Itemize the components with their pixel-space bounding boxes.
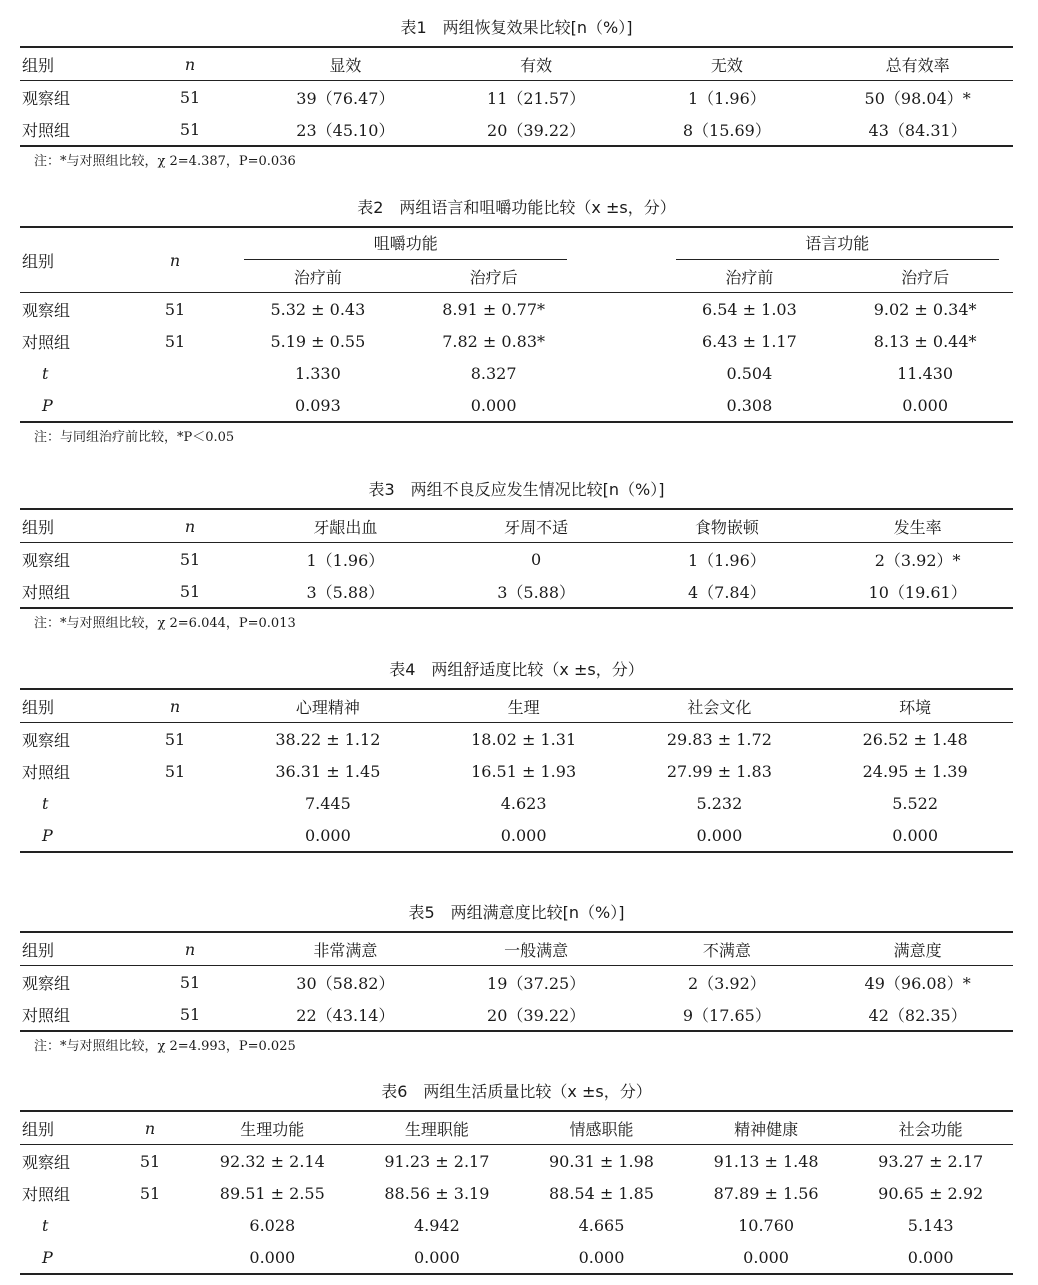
- cell: 51: [179, 972, 201, 992]
- cell: [110, 1241, 190, 1274]
- col-header: 组别: [20, 1111, 110, 1145]
- table-row: [20, 113, 1013, 146]
- cell: 20（39.22）: [441, 113, 632, 146]
- cell: 0.000: [622, 819, 818, 852]
- table-3: [20, 508, 1013, 609]
- cell: 0.000: [426, 819, 622, 852]
- col-header: 有效: [441, 47, 632, 81]
- cell: 0.000: [519, 1241, 684, 1274]
- col-header: 心理精神: [230, 689, 426, 723]
- cell: 39（76.47）: [296, 88, 395, 108]
- col-header: 精神健康: [684, 1111, 849, 1145]
- cell: 29.83 ± 1.72: [666, 729, 772, 749]
- cell: 5.522: [892, 793, 939, 813]
- cell: 22（43.14）: [250, 998, 441, 1031]
- cell: [120, 389, 230, 422]
- cell: 90.31 ± 1.98: [548, 1151, 654, 1171]
- cell: 0.093: [230, 389, 406, 422]
- cell: 7.445: [304, 793, 351, 813]
- cell: P: [20, 819, 120, 852]
- table-row: [20, 81, 1013, 114]
- cell: P: [20, 389, 120, 422]
- cell: 5.232: [696, 793, 743, 813]
- spacer: [582, 260, 662, 293]
- cell: 90.65 ± 2.92: [878, 1183, 984, 1203]
- table-row: [20, 1241, 1013, 1274]
- cell: 0.504: [726, 363, 773, 383]
- cell: 92.32 ± 2.14: [219, 1151, 325, 1171]
- cell: 36.31 ± 1.45: [275, 761, 381, 781]
- cell: 观察组: [22, 730, 71, 750]
- col-header: 非常满意: [250, 932, 441, 966]
- cell: 6.43 ± 1.17: [701, 331, 797, 351]
- table-note: 注：*与对照组比较，χ 2=6.044，P=0.013: [34, 616, 296, 631]
- table-caption: 表3 两组不良反应发生情况比较[n（%）]: [368, 480, 665, 499]
- cell: 7.82 ± 0.83*: [442, 331, 546, 351]
- cell: 8.91 ± 0.77*: [442, 299, 546, 319]
- col-header: n: [130, 47, 250, 81]
- cell: t: [42, 363, 49, 383]
- cell: 27.99 ± 1.83: [666, 761, 772, 781]
- cell: 42（82.35）: [822, 998, 1013, 1031]
- col-header: 总有效率: [822, 47, 1013, 81]
- cell: [120, 357, 230, 389]
- spacer: [582, 357, 662, 389]
- table-row: [20, 966, 1013, 999]
- cell: 9.02 ± 0.34*: [873, 299, 977, 319]
- col-header: 组别: [20, 47, 130, 81]
- col-header: 发生率: [822, 509, 1013, 543]
- cell: 5.143: [907, 1215, 954, 1235]
- table-3-block: [20, 472, 1013, 639]
- cell: 0.000: [848, 1241, 1013, 1274]
- cell: 6.028: [249, 1215, 296, 1235]
- cell: 91.13 ± 1.48: [713, 1151, 819, 1171]
- cell: 4.623: [500, 793, 547, 813]
- table-6: [20, 1110, 1013, 1275]
- cell: P: [20, 1241, 110, 1274]
- cell: 对照组: [22, 762, 71, 782]
- cell: 0.000: [406, 389, 582, 422]
- cell: t: [42, 793, 49, 813]
- cell: 1.330: [294, 363, 341, 383]
- cell: 10（19.61）: [822, 575, 1013, 608]
- cell: 89.51 ± 2.55: [219, 1183, 325, 1203]
- sub-header: 治疗后: [406, 260, 582, 293]
- cell: 38.22 ± 1.12: [275, 729, 381, 749]
- cell: 对照组: [22, 332, 71, 352]
- cell: 91.23 ± 2.17: [384, 1151, 490, 1171]
- col-header: n: [130, 932, 250, 966]
- cell: 4.942: [413, 1215, 460, 1235]
- cell: 0: [531, 549, 542, 569]
- cell: 88.54 ± 1.85: [548, 1183, 654, 1203]
- cell: 88.56 ± 3.19: [384, 1183, 490, 1203]
- col-header: n: [120, 689, 230, 723]
- col-header: 满意度: [822, 932, 1013, 966]
- cell: 对照组: [20, 998, 130, 1031]
- group-header-label: 语言功能: [676, 229, 999, 260]
- table-note: 注：*与对照组比较，χ 2=4.387，P=0.036: [34, 154, 296, 169]
- col-header: 组别: [20, 932, 130, 966]
- cell: [110, 1209, 190, 1241]
- cell: 23（45.10）: [250, 113, 441, 146]
- table-caption: 表6 两组生活质量比较（x ±s，分）: [381, 1082, 652, 1101]
- group-header-label: 咀嚼功能: [244, 229, 567, 260]
- table-row: [20, 998, 1013, 1031]
- cell: 11.430: [897, 363, 954, 383]
- col-header: 生理: [426, 689, 622, 723]
- cell: 0.000: [817, 819, 1013, 852]
- table-caption: 表5 两组满意度比较[n（%）]: [408, 903, 625, 922]
- table-4-block: [20, 652, 1013, 853]
- table-row: [20, 575, 1013, 608]
- cell: 26.52 ± 1.48: [862, 729, 968, 749]
- cell: 8（15.69）: [632, 113, 823, 146]
- table-note: 注：与同组治疗前比较，*P＜0.05: [34, 430, 235, 445]
- cell: 51: [179, 87, 201, 107]
- col-header: 生理职能: [355, 1111, 520, 1145]
- cell: 1（1.96）: [687, 88, 766, 108]
- table-6-block: [20, 1074, 1013, 1275]
- cell: 51: [164, 729, 186, 749]
- cell: 0.000: [355, 1241, 520, 1274]
- cell: 51: [139, 1151, 161, 1171]
- col-header: 不满意: [632, 932, 823, 966]
- cell: 51: [179, 549, 201, 569]
- cell: 10.760: [738, 1215, 795, 1235]
- table-caption: 表4 两组舒适度比较（x ±s，分）: [389, 660, 644, 679]
- cell: 8.13 ± 0.44*: [873, 331, 977, 351]
- cell: 3（5.88）: [250, 575, 441, 608]
- cell: 9（17.65）: [632, 998, 823, 1031]
- col-header: 情感职能: [519, 1111, 684, 1145]
- col-header: 组别: [20, 227, 120, 293]
- col-header: n: [110, 1111, 190, 1145]
- table-caption: 表1 两组恢复效果比较[n（%）]: [400, 18, 633, 37]
- table-5: [20, 931, 1013, 1032]
- cell: 5.32 ± 0.43: [270, 299, 366, 319]
- cell: 93.27 ± 2.17: [878, 1151, 984, 1171]
- cell: 50（98.04）*: [864, 88, 971, 108]
- col-header: 牙龈出血: [250, 509, 441, 543]
- table-row: [20, 1177, 1013, 1209]
- cell: 8.327: [470, 363, 517, 383]
- cell: 4（7.84）: [632, 575, 823, 608]
- table-row: [20, 293, 1013, 326]
- cell: 1（1.96）: [306, 550, 385, 570]
- group-header: [662, 227, 1014, 260]
- cell: 0.000: [230, 819, 426, 852]
- col-header: n: [120, 227, 230, 293]
- table-caption: 表2 两组语言和咀嚼功能比较（x ±s，分）: [357, 198, 676, 217]
- cell: 20（39.22）: [441, 998, 632, 1031]
- cell: 24.95 ± 1.39: [862, 761, 968, 781]
- cell: 87.89 ± 1.56: [713, 1183, 819, 1203]
- col-header: 牙周不适: [441, 509, 632, 543]
- cell: 观察组: [22, 973, 71, 993]
- cell: 对照组: [20, 113, 130, 146]
- table-2: [20, 226, 1013, 423]
- cell: 0.000: [684, 1241, 849, 1274]
- cell: 11（21.57）: [487, 88, 586, 108]
- cell: 51: [164, 299, 186, 319]
- cell: 51: [139, 1183, 161, 1203]
- table-row: [20, 543, 1013, 576]
- table-1-block: [20, 10, 1013, 177]
- sub-header: 治疗前: [662, 260, 838, 293]
- cell: 对照组: [20, 575, 130, 608]
- cell: 16.51 ± 1.93: [471, 761, 577, 781]
- table-row: [20, 357, 1013, 389]
- table-row: [20, 723, 1013, 756]
- cell: 对照组: [22, 1184, 71, 1204]
- col-header: 无效: [632, 47, 823, 81]
- cell: 2（3.92）*: [874, 550, 961, 570]
- cell: 51: [164, 761, 186, 781]
- cell: [120, 819, 230, 852]
- cell: 51: [130, 998, 250, 1031]
- table-row: [20, 389, 1013, 422]
- cell: 0.308: [662, 389, 838, 422]
- cell: 观察组: [22, 88, 71, 108]
- cell: 观察组: [22, 1152, 71, 1172]
- spacer: [582, 293, 662, 326]
- table-4: [20, 688, 1013, 853]
- col-header: 一般满意: [441, 932, 632, 966]
- table-row: [20, 325, 1013, 357]
- col-header: 组别: [20, 689, 120, 723]
- sub-header: 治疗前: [230, 260, 406, 293]
- cell: 2（3.92）: [687, 973, 766, 993]
- cell: 1（1.96）: [687, 550, 766, 570]
- table-row: [20, 1145, 1013, 1178]
- table-1: [20, 46, 1013, 147]
- cell: 49（96.08）*: [864, 973, 971, 993]
- cell: 观察组: [22, 550, 71, 570]
- sub-header: 治疗后: [837, 260, 1013, 293]
- col-header: 生理功能: [190, 1111, 355, 1145]
- cell: 18.02 ± 1.31: [471, 729, 577, 749]
- cell: 6.54 ± 1.03: [701, 299, 797, 319]
- col-header: n: [130, 509, 250, 543]
- col-header: 社会功能: [848, 1111, 1013, 1145]
- cell: 51: [130, 575, 250, 608]
- group-header: [230, 227, 582, 260]
- table-5-block: [20, 895, 1013, 1062]
- spacer: [582, 389, 662, 422]
- cell: 4.665: [578, 1215, 625, 1235]
- cell: [120, 787, 230, 819]
- cell: 51: [164, 331, 186, 351]
- table-row: [20, 755, 1013, 787]
- table-row: [20, 1209, 1013, 1241]
- spacer: [582, 325, 662, 357]
- cell: 0.000: [837, 389, 1013, 422]
- cell: 3（5.88）: [441, 575, 632, 608]
- cell: 30（58.82）: [296, 973, 395, 993]
- cell: 5.19 ± 0.55: [270, 331, 366, 351]
- cell: 51: [130, 113, 250, 146]
- table-2-block: [20, 190, 1013, 453]
- table-note: 注：*与对照组比较，χ 2=4.993，P=0.025: [34, 1039, 296, 1054]
- col-header: 社会文化: [622, 689, 818, 723]
- spacer: [582, 227, 662, 260]
- col-header: 组别: [20, 509, 130, 543]
- col-header: 食物嵌顿: [632, 509, 823, 543]
- table-row: [20, 819, 1013, 852]
- cell: t: [42, 1215, 49, 1235]
- table-row: [20, 787, 1013, 819]
- cell: 19（37.25）: [487, 973, 586, 993]
- col-header: 环境: [817, 689, 1013, 723]
- cell: 43（84.31）: [822, 113, 1013, 146]
- col-header: 显效: [250, 47, 441, 81]
- cell: 0.000: [190, 1241, 355, 1274]
- cell: 观察组: [22, 300, 71, 320]
